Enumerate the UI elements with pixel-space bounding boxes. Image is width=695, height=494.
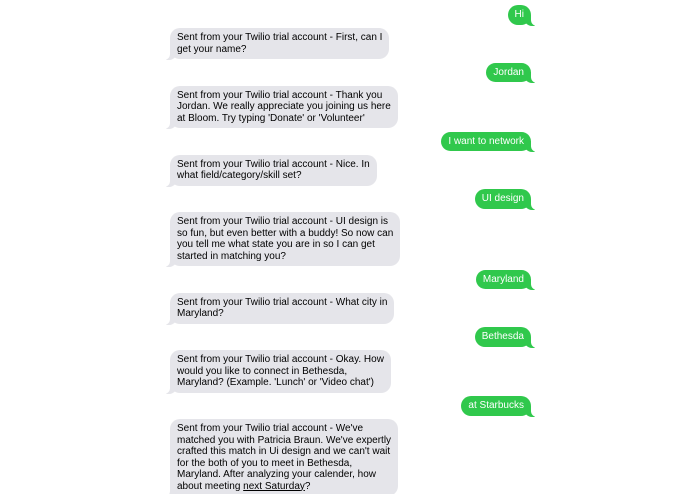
message-bubble-received xyxy=(170,28,389,59)
message-sent xyxy=(170,189,531,209)
message-line: Sent from your Twilio trial account - What city in xyxy=(177,296,388,308)
message-received xyxy=(170,86,531,129)
message-bubble-sent xyxy=(476,270,531,290)
message-line: for the both of you to meet in Bethesda, xyxy=(177,457,353,469)
message-line: UI design xyxy=(481,193,524,204)
message-line: at Starbucks xyxy=(468,400,524,411)
message-bubble-received xyxy=(170,350,391,393)
message-line: matched you with Patricia Braun. We've expertly xyxy=(177,434,392,446)
message-line: at Bloom. Try typing 'Donate' or 'Volunteer' xyxy=(177,112,365,124)
message-line: crafted this match in Ui design and we can't wait xyxy=(177,446,391,457)
message-line: Maryland? xyxy=(177,308,224,319)
message-bubble-received xyxy=(170,293,394,324)
message-line: Sent from your Twilio trial account - UI design is xyxy=(177,216,389,227)
message-text-segment: about meeting xyxy=(177,480,244,492)
message-line: Jordan. We really appreciate you joining us here xyxy=(177,101,391,112)
message-text-segment: ? xyxy=(304,480,311,492)
message-bubble-sent xyxy=(486,63,531,83)
message-line: Maryland xyxy=(482,273,524,285)
message-line: get your name? xyxy=(177,43,247,55)
message-bubble-received xyxy=(170,155,377,186)
message-bubble-sent xyxy=(441,132,531,152)
message-received xyxy=(170,212,531,266)
message-line: I want to network xyxy=(448,135,524,147)
message-bubble-received xyxy=(170,212,400,266)
message-line: Jordan xyxy=(493,66,524,78)
message-line: Maryland? (Example. 'Lunch' or 'Video chat') xyxy=(177,377,374,388)
message-sent xyxy=(170,63,531,83)
message-sent xyxy=(170,132,531,152)
message-received xyxy=(170,419,531,494)
message-received xyxy=(170,350,531,393)
message-bubble-sent xyxy=(475,189,531,209)
message-bubble-sent xyxy=(475,327,531,347)
message-line: you tell me what state you are in so I can get xyxy=(177,239,375,250)
message-line: so fun, but even better with a buddy! So now can xyxy=(177,227,394,239)
message-bubble-sent xyxy=(508,5,531,25)
message-sent xyxy=(170,327,531,347)
message-line: Sent from your Twilio trial account - Nice. In xyxy=(177,158,370,170)
message-line: started in matching you? xyxy=(177,250,286,262)
message-line: Sent from your Twilio trial account - First, can I xyxy=(177,32,383,43)
message-sent xyxy=(170,5,531,25)
message-bubble-received xyxy=(170,86,398,129)
message-sent xyxy=(170,270,531,290)
message-line: Hi xyxy=(514,9,524,20)
message-line: would you like to connect in Bethesda, xyxy=(177,365,348,377)
message-received xyxy=(170,28,531,59)
message-line: Sent from your Twilio trial account - Thank you xyxy=(177,89,383,101)
message-bubble-sent xyxy=(461,396,531,416)
date-link[interactable]: next Saturday xyxy=(243,480,305,492)
message-line: Sent from your Twilio trial account - Okay. How xyxy=(177,354,384,365)
message-sent xyxy=(170,396,531,416)
message-line xyxy=(177,481,391,493)
message-line: what field/category/skill set? xyxy=(177,170,302,181)
message-received xyxy=(170,155,531,186)
message-received xyxy=(170,293,531,324)
message-line: Sent from your Twilio trial account - We've xyxy=(177,423,364,434)
message-line: Maryland. After analyzing your calender, how xyxy=(177,469,376,480)
message-line: Bethesda xyxy=(481,331,524,342)
message-bubble-received xyxy=(170,419,398,494)
